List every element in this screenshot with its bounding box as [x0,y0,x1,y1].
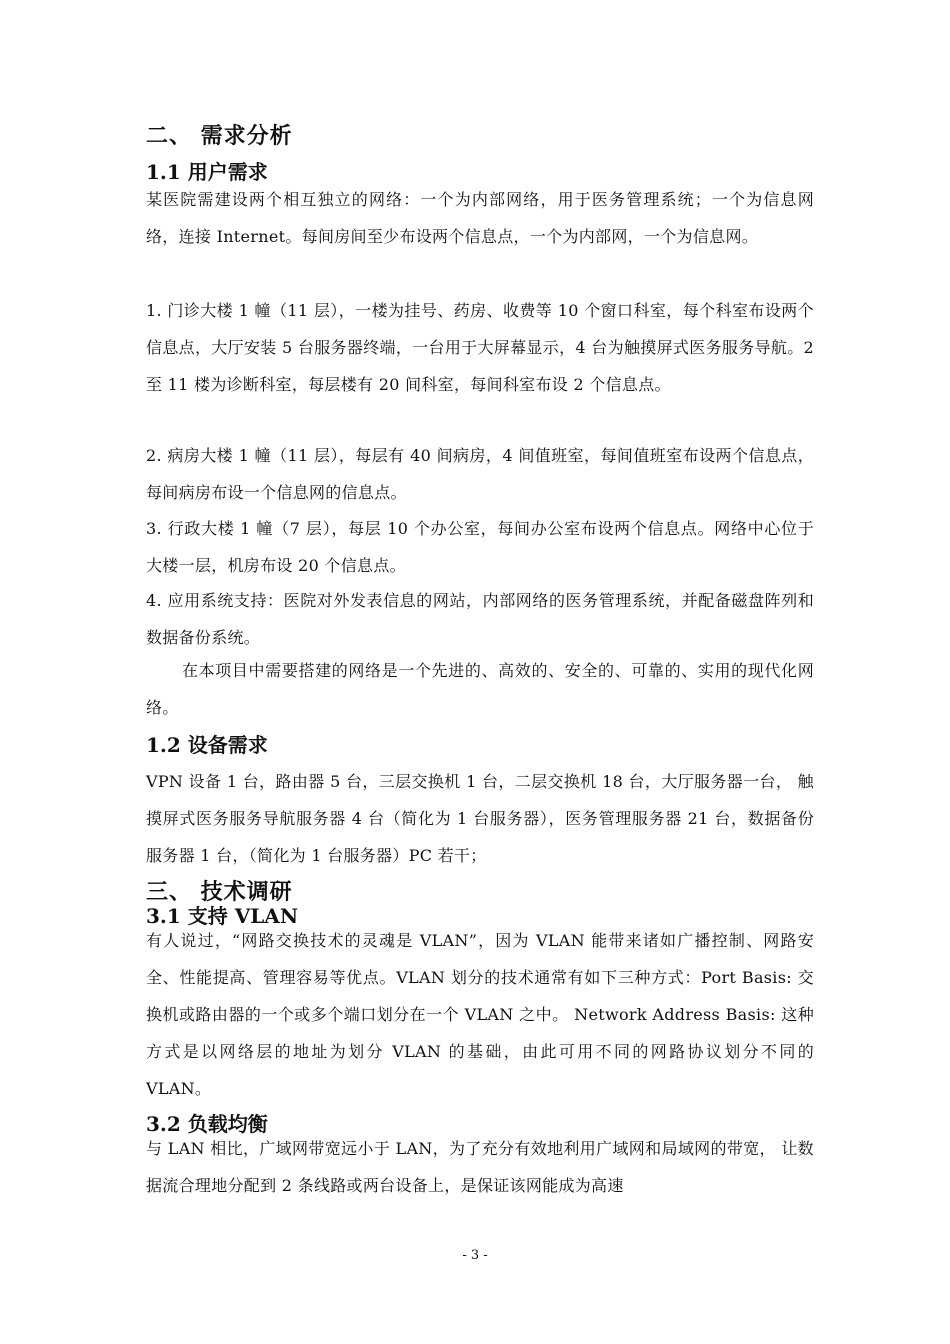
paragraph-outpatient-building: 1. 门诊大楼 1 幢（11 层），一楼为挂号、药房、收费等 10 个窗口科室，每个科室布设两个信息点，大厅安装 5 台服务器终端，一台用于大屏幕显示，4 台为触摸屏式医务服务导航。2 至 11 楼为诊断科室，每层楼有 20 间科室，每间科室布设 2 个信息点。 [146,301,814,394]
subsection-1-2-title: 1.2 设备需求 [146,733,268,757]
paragraph-application-support: 4. 应用系统支持：医院对外发表信息的网站，内部网络的医务管理系统，并配备磁盘阵列和数据备份系统。 [146,591,814,647]
paragraph-ward-building: 2. 病房大楼 1 幢（11 层），每层有 40 间病房，4 间值班室，每间值班室布设两个信息点，每间病房布设一个信息网的信息点。 [146,446,814,502]
subsection-3-1-title: 3.1 支持 VLAN [146,904,299,928]
paragraph-admin-building: 3. 行政大楼 1 幢（7 层），每层 10 个办公室，每间办公室布设两个信息点。网络中心位于大楼一层，机房布设 20 个信息点。 [146,519,814,575]
subsection-1-1-title: 1.1 用户需求 [146,160,268,184]
paragraph-user-needs-intro: 某医院需建设两个相互独立的网络：一个为内部网络，用于医务管理系统；一个为信息网络，连接 Internet。每间房间至少布设两个信息点，一个为内部网，一个为信息网。 [146,190,814,246]
paragraph-network-goal: 在本项目中需要搭建的网络是一个先进的、高效的、安全的、可靠的、实用的现代化网络。 [146,661,814,717]
subsection-3-2-title: 3.2 负载均衡 [146,1112,268,1136]
page-number: - 3 - [462,1248,488,1263]
paragraph-vlan: 有人说过，“网路交换技术的灵魂是 VLAN”，因为 VLAN 能带来诸如广播控制、网路安全、性能提高、管理容易等优点。VLAN 划分的技术通常有如下三种方式：Port Basis: 交换机或路由器的一个或多个端口划分在一个 VLAN 之中。 Network Address Basis: 这种方式是以网络层的地址为划分 VLAN 的基础，由此可用不同的网路协议划分不同的 VLAN。 [146,931,814,1098]
section-2-heading: 二、 需求分析 [146,123,293,149]
paragraph-load-balancing: 与 LAN 相比，广域网带宽远小于 LAN，为了充分有效地利用广域网和局域网的带宽， 让数据流合理地分配到 2 条线路或两台设备上，是保证该网能成为高速 [146,1139,814,1195]
paragraph-equipment-needs: VPN 设备 1 台，路由器 5 台，三层交换机 1 台，二层交换机 18 台，大厅服务器一台， 触摸屏式医务服务导航服务器 4 台（简化为 1 台服务器），医务管理服务器 21 台，数据备份服务器 1 台，（简化为 1 台服务器）PC 若干； [146,772,814,865]
section-3-heading: 三、 技术调研 [146,879,293,905]
